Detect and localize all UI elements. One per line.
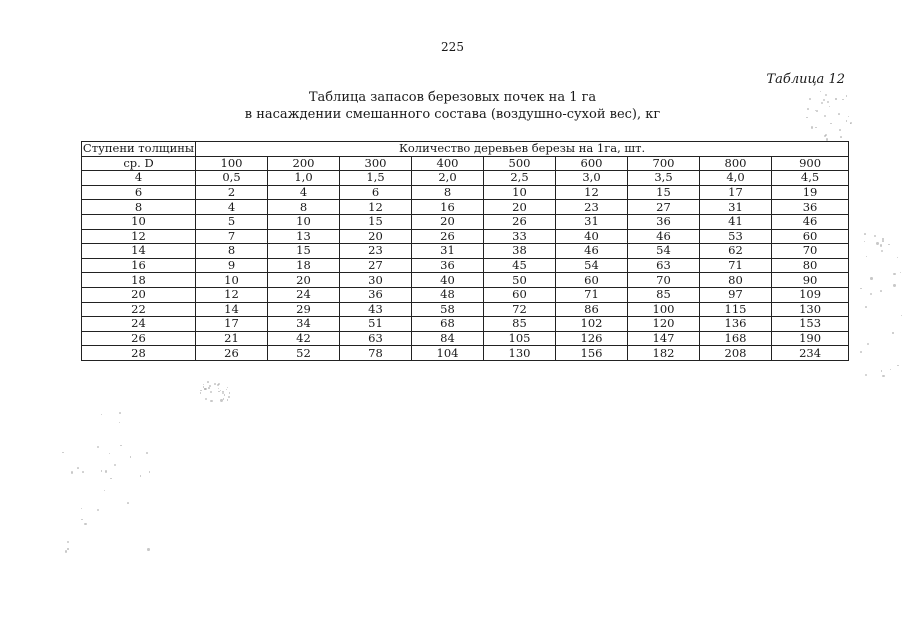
value-cell: 105 xyxy=(484,331,556,346)
scan-speck xyxy=(105,470,107,472)
value-cell: 168 xyxy=(700,331,772,346)
value-cell: 4,0 xyxy=(700,171,772,186)
scan-speck xyxy=(850,123,851,124)
scan-speck xyxy=(865,306,867,308)
scan-speck xyxy=(897,365,898,366)
value-cell: 115 xyxy=(700,302,772,317)
value-cell: 2,5 xyxy=(484,171,556,186)
value-cell: 100 xyxy=(628,302,700,317)
value-cell: 48 xyxy=(412,287,484,302)
value-cell: 70 xyxy=(628,273,700,288)
value-cell: 15 xyxy=(268,244,340,259)
value-cell: 10 xyxy=(484,185,556,200)
value-cell: 68 xyxy=(412,317,484,332)
scan-speck xyxy=(893,273,896,276)
value-cell: 6 xyxy=(340,185,412,200)
value-cell: 18 xyxy=(268,258,340,273)
scan-speck xyxy=(227,387,228,388)
value-cell: 71 xyxy=(700,258,772,273)
value-cell: 60 xyxy=(772,229,849,244)
value-cell: 62 xyxy=(700,244,772,259)
scan-speck xyxy=(140,475,141,476)
scan-speck xyxy=(897,257,898,258)
value-cell: 84 xyxy=(412,331,484,346)
value-cell: 33 xyxy=(484,229,556,244)
scan-speck xyxy=(207,381,209,383)
scan-speck xyxy=(84,523,86,525)
row-header-sublabel: ср. D xyxy=(82,156,196,171)
scan-speck xyxy=(229,392,231,394)
scan-speck xyxy=(867,343,869,345)
diameter-cell: 28 xyxy=(82,346,196,361)
scan-speck xyxy=(815,127,816,128)
scan-speck xyxy=(824,115,826,117)
scan-speck xyxy=(223,398,225,400)
scan-speck xyxy=(865,374,867,376)
value-cell: 190 xyxy=(772,331,849,346)
value-cell: 45 xyxy=(484,258,556,273)
value-cell: 36 xyxy=(412,258,484,273)
value-cell: 36 xyxy=(628,214,700,229)
scan-speck xyxy=(860,288,862,290)
diameter-cell: 14 xyxy=(82,244,196,259)
table-row xyxy=(82,171,849,186)
scan-speck xyxy=(821,102,823,104)
value-cell: 41 xyxy=(700,214,772,229)
count-column-header: 900 xyxy=(772,156,849,171)
value-cell: 20 xyxy=(268,273,340,288)
value-cell: 1,5 xyxy=(340,171,412,186)
scan-speck xyxy=(890,369,891,370)
header-row-1 xyxy=(82,142,849,157)
value-cell: 31 xyxy=(556,214,628,229)
value-cell: 43 xyxy=(340,302,412,317)
scan-speck xyxy=(81,519,82,520)
table-title-line-2: в насаждении смешанного состава (воздушно-сухой вес), кг xyxy=(244,107,661,122)
value-cell: 130 xyxy=(772,302,849,317)
value-cell: 46 xyxy=(772,214,849,229)
value-cell: 234 xyxy=(772,346,849,361)
scan-speck xyxy=(874,235,876,237)
scan-speck xyxy=(835,98,836,99)
scan-speck xyxy=(840,136,842,138)
scan-speck xyxy=(208,387,210,389)
scan-speck xyxy=(114,464,116,466)
value-cell: 71 xyxy=(556,287,628,302)
value-cell: 52 xyxy=(268,346,340,361)
scan-speck xyxy=(218,388,219,389)
value-cell: 136 xyxy=(700,317,772,332)
value-cell: 182 xyxy=(628,346,700,361)
scan-speck xyxy=(220,390,221,391)
scan-speck xyxy=(65,550,68,553)
value-cell: 23 xyxy=(556,200,628,215)
scan-speck xyxy=(67,541,69,543)
count-header: Количество деревьев березы на 1га, шт. xyxy=(196,142,849,157)
scan-speck xyxy=(110,478,111,479)
value-cell: 2,0 xyxy=(412,171,484,186)
value-cell: 31 xyxy=(700,200,772,215)
scan-speck xyxy=(149,471,150,472)
value-cell: 86 xyxy=(556,302,628,317)
value-cell: 72 xyxy=(484,302,556,317)
table-title xyxy=(0,89,905,123)
value-cell: 42 xyxy=(268,331,340,346)
scan-speck xyxy=(846,95,848,97)
value-cell: 10 xyxy=(196,273,268,288)
diameter-cell: 26 xyxy=(82,331,196,346)
diameter-cell: 6 xyxy=(82,185,196,200)
value-cell: 12 xyxy=(196,287,268,302)
value-cell: 54 xyxy=(628,244,700,259)
scan-speck xyxy=(826,138,828,140)
value-cell: 17 xyxy=(196,317,268,332)
scan-speck xyxy=(101,470,102,471)
value-cell: 60 xyxy=(484,287,556,302)
value-cell: 70 xyxy=(772,244,849,259)
value-cell: 24 xyxy=(268,287,340,302)
scan-speck xyxy=(864,241,865,242)
scan-speck xyxy=(224,394,225,395)
value-cell: 46 xyxy=(556,244,628,259)
table-row xyxy=(82,200,849,215)
value-cell: 14 xyxy=(196,302,268,317)
value-cell: 21 xyxy=(196,331,268,346)
scan-speck xyxy=(97,509,99,511)
value-cell: 104 xyxy=(412,346,484,361)
diameter-cell: 16 xyxy=(82,258,196,273)
value-cell: 38 xyxy=(484,244,556,259)
value-cell: 40 xyxy=(412,273,484,288)
count-column-header: 300 xyxy=(340,156,412,171)
table-label: Таблица 12 xyxy=(766,72,845,87)
scan-speck xyxy=(227,399,229,401)
scan-speck xyxy=(109,453,110,454)
scan-speck xyxy=(130,456,132,458)
value-cell: 80 xyxy=(700,273,772,288)
header-row-2 xyxy=(82,156,849,171)
value-cell: 109 xyxy=(772,287,849,302)
value-cell: 90 xyxy=(772,273,849,288)
value-cell: 58 xyxy=(412,302,484,317)
value-cell: 15 xyxy=(628,185,700,200)
value-cell: 9 xyxy=(196,258,268,273)
value-cell: 10 xyxy=(268,214,340,229)
scan-speck xyxy=(220,399,222,401)
count-column-header: 100 xyxy=(196,156,268,171)
value-cell: 13 xyxy=(268,229,340,244)
scan-speck xyxy=(62,452,64,454)
scan-speck xyxy=(217,384,219,386)
table-row xyxy=(82,258,849,273)
value-cell: 80 xyxy=(772,258,849,273)
data-table xyxy=(81,141,849,361)
scan-speck xyxy=(127,502,129,504)
value-cell: 12 xyxy=(556,185,628,200)
value-cell: 8 xyxy=(196,244,268,259)
value-cell: 19 xyxy=(772,185,849,200)
table-row xyxy=(82,214,849,229)
value-cell: 63 xyxy=(340,331,412,346)
scan-speck xyxy=(104,490,105,491)
page-number: 225 xyxy=(441,40,464,54)
scan-speck xyxy=(870,277,872,279)
scan-speck xyxy=(146,452,148,454)
value-cell: 30 xyxy=(340,273,412,288)
scan-speck xyxy=(811,126,813,128)
scan-speck xyxy=(876,242,878,244)
diameter-cell: 12 xyxy=(82,229,196,244)
scan-speck xyxy=(119,422,120,423)
table-title-line-1: Таблица запасов березовых почек на 1 га xyxy=(308,90,597,105)
scan-speck xyxy=(815,110,816,111)
scan-speck xyxy=(864,233,866,235)
scan-speck xyxy=(81,508,82,509)
table-row xyxy=(82,185,849,200)
scan-speck xyxy=(204,388,206,390)
value-cell: 208 xyxy=(700,346,772,361)
diameter-cell: 8 xyxy=(82,200,196,215)
value-cell: 51 xyxy=(340,317,412,332)
value-cell: 36 xyxy=(340,287,412,302)
scan-speck xyxy=(209,385,211,387)
value-cell: 34 xyxy=(268,317,340,332)
value-cell: 7 xyxy=(196,229,268,244)
value-cell: 0,5 xyxy=(196,171,268,186)
diameter-cell: 22 xyxy=(82,302,196,317)
value-cell: 50 xyxy=(484,273,556,288)
scan-speck xyxy=(892,332,893,333)
value-cell: 1,0 xyxy=(268,171,340,186)
scan-speck xyxy=(210,391,212,393)
value-cell: 8 xyxy=(268,200,340,215)
scan-speck xyxy=(77,467,79,469)
value-cell: 156 xyxy=(556,346,628,361)
value-cell: 5 xyxy=(196,214,268,229)
value-cell: 78 xyxy=(340,346,412,361)
count-column-header: 400 xyxy=(412,156,484,171)
scan-speck xyxy=(893,284,895,286)
value-cell: 126 xyxy=(556,331,628,346)
value-cell: 20 xyxy=(484,200,556,215)
value-cell: 120 xyxy=(628,317,700,332)
value-cell: 2 xyxy=(196,185,268,200)
table-body xyxy=(82,171,849,361)
scan-speck xyxy=(881,370,883,372)
scan-speck xyxy=(860,351,862,353)
value-cell: 26 xyxy=(484,214,556,229)
table-row xyxy=(82,273,849,288)
value-cell: 130 xyxy=(484,346,556,361)
value-cell: 20 xyxy=(412,214,484,229)
value-cell: 153 xyxy=(772,317,849,332)
scan-speck xyxy=(218,391,219,392)
scan-speck xyxy=(882,375,884,377)
value-cell: 27 xyxy=(340,258,412,273)
value-cell: 46 xyxy=(628,229,700,244)
value-cell: 40 xyxy=(556,229,628,244)
table-row xyxy=(82,229,849,244)
scan-speck xyxy=(147,548,149,550)
scan-speck xyxy=(226,389,227,390)
scan-speck xyxy=(210,400,212,402)
scan-speck xyxy=(870,293,872,295)
scan-speck xyxy=(200,392,201,393)
value-cell: 102 xyxy=(556,317,628,332)
scan-speck xyxy=(888,244,890,246)
diameter-cell: 10 xyxy=(82,214,196,229)
value-cell: 4,5 xyxy=(772,171,849,186)
scan-speck xyxy=(82,471,84,473)
value-cell: 4 xyxy=(268,185,340,200)
scan-speck xyxy=(880,290,882,292)
value-cell: 29 xyxy=(268,302,340,317)
count-column-header: 200 xyxy=(268,156,340,171)
table-row xyxy=(82,331,849,346)
scan-speck xyxy=(205,398,207,400)
count-column-header: 700 xyxy=(628,156,700,171)
table-row xyxy=(82,287,849,302)
scan-speck xyxy=(200,390,202,392)
value-cell: 3,5 xyxy=(628,171,700,186)
scan-speck xyxy=(839,129,841,131)
value-cell: 15 xyxy=(340,214,412,229)
scan-speck xyxy=(816,110,818,112)
count-column-header: 500 xyxy=(484,156,556,171)
diameter-cell: 24 xyxy=(82,317,196,332)
value-cell: 20 xyxy=(340,229,412,244)
value-cell: 23 xyxy=(340,244,412,259)
value-cell: 97 xyxy=(700,287,772,302)
value-cell: 85 xyxy=(628,287,700,302)
scan-speck xyxy=(809,98,811,100)
value-cell: 12 xyxy=(340,200,412,215)
scan-speck xyxy=(67,548,68,549)
value-cell: 3,0 xyxy=(556,171,628,186)
table-row xyxy=(82,244,849,259)
scan-speck xyxy=(71,471,74,474)
scan-speck xyxy=(900,272,901,273)
value-cell: 16 xyxy=(412,200,484,215)
table-row xyxy=(82,317,849,332)
scan-speck xyxy=(901,315,903,317)
value-cell: 8 xyxy=(412,185,484,200)
scan-speck xyxy=(823,99,825,101)
value-cell: 60 xyxy=(556,273,628,288)
value-cell: 85 xyxy=(484,317,556,332)
value-cell: 27 xyxy=(628,200,700,215)
diameter-cell: 20 xyxy=(82,287,196,302)
scan-speck xyxy=(882,240,884,242)
count-column-header: 600 xyxy=(556,156,628,171)
scan-speck xyxy=(119,412,121,414)
diameter-cell: 4 xyxy=(82,171,196,186)
scan-speck xyxy=(824,135,826,137)
row-header-label: Ступени толщины xyxy=(82,141,195,156)
value-cell: 4 xyxy=(196,200,268,215)
value-cell: 63 xyxy=(628,258,700,273)
scan-speck xyxy=(830,123,832,125)
count-column-header: 800 xyxy=(700,156,772,171)
scan-speck xyxy=(880,244,883,247)
table-row xyxy=(82,346,849,361)
scan-speck xyxy=(120,445,121,446)
scan-speck xyxy=(866,256,867,257)
scan-speck xyxy=(214,383,216,385)
value-cell: 36 xyxy=(772,200,849,215)
value-cell: 26 xyxy=(196,346,268,361)
diameter-cell: 18 xyxy=(82,273,196,288)
scan-speck xyxy=(97,446,99,448)
value-cell: 54 xyxy=(556,258,628,273)
value-cell: 53 xyxy=(700,229,772,244)
table-row xyxy=(82,302,849,317)
value-cell: 147 xyxy=(628,331,700,346)
scan-speck xyxy=(228,396,230,398)
value-cell: 31 xyxy=(412,244,484,259)
scan-speck xyxy=(881,250,883,252)
value-cell: 17 xyxy=(700,185,772,200)
scan-speck xyxy=(829,106,830,107)
scan-speck xyxy=(101,414,102,415)
value-cell: 26 xyxy=(412,229,484,244)
